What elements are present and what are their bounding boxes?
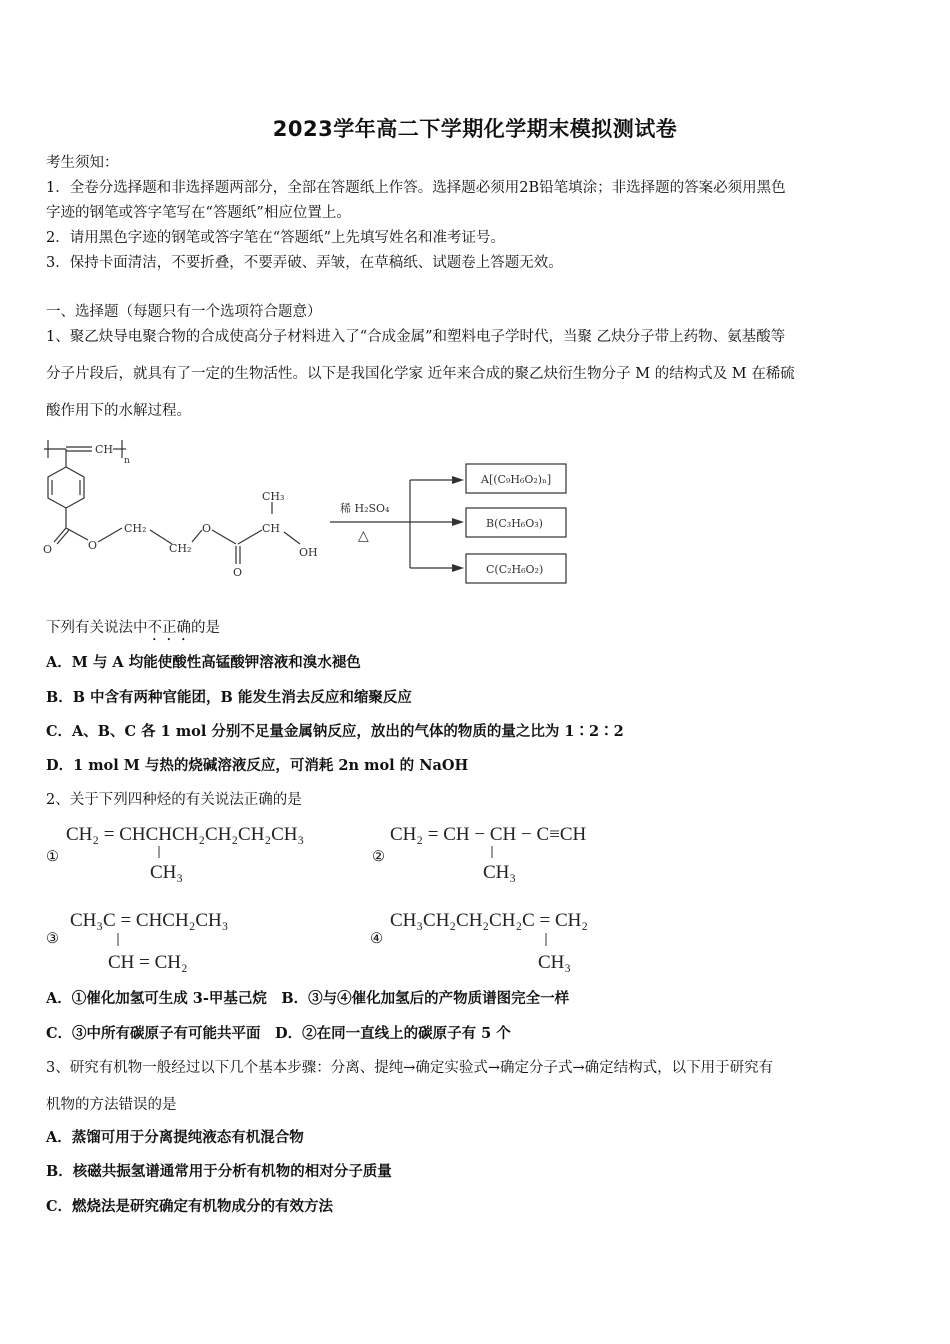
q1-option-c: C．A、B、C 各 1 mol 分别不足量金属钠反应，放出的气体的物质的量之比为 1∶2∶2	[46, 723, 624, 740]
page-title: 2023学年高二下学期化学期末模拟测试卷	[272, 117, 678, 141]
q2-label-2: ②	[372, 849, 385, 865]
q2-structure-4	[386, 902, 636, 978]
notice-item-1-cont: 字迹的钢笔或答字笔写在“答题纸”相应位置上。	[46, 205, 351, 221]
section-heading: 一、选择题（每题只有一个选项符合题意）	[46, 304, 322, 320]
q2-s3-main: CH₃C = CHCH₂CH₃	[70, 910, 229, 931]
fig-ch2-b: CH₂	[169, 542, 192, 555]
q2-s4-main: CH₃CH₂CH₂CH₂C = CH₂	[390, 910, 588, 931]
fig-chain-ch: CH	[95, 443, 114, 456]
q1-reaction-figure	[40, 432, 600, 592]
q1-prompt	[46, 618, 220, 644]
fig-subscript-n: n	[124, 456, 130, 466]
q3-option-a: A．蒸馏可用于分离提纯液态有机混合物	[46, 1129, 304, 1146]
q1-prompt-before: 下列有关说法中	[46, 620, 148, 636]
q2-s1-main: CH₂ = CHCHCH₂CH₂CH₂CH₃	[66, 824, 305, 845]
fig-oh: OH	[299, 546, 318, 559]
q1-option-b: B．B 中含有两种官能团，B 能发生消去反应和缩聚反应	[46, 689, 412, 706]
fig-product-a: A[(C₉H₆O₂)ₙ]	[481, 473, 552, 486]
fig-o1: O	[43, 543, 53, 556]
fig-product-c: C(C₂H₆O₂)	[486, 563, 544, 576]
fig-methyl: CH₃	[262, 490, 285, 503]
q2-structure-2	[386, 818, 626, 884]
q3-stem-line-1: 3、研究有机物一般经过以下几个基本步骤：分离、提纯→确定实验式→确定分子式→确定结构式，以下用于研究有	[46, 1060, 774, 1076]
q2-s2-main: CH₂ = CH − CH − C≡CH	[390, 824, 587, 845]
q3-option-c: C．燃烧法是研究确定有机物成分的有效方法	[46, 1198, 334, 1215]
q2-s1-branch: CH₃	[150, 862, 184, 883]
q2-s3-branch: CH = CH₂	[108, 952, 188, 973]
q2-structure-1	[62, 818, 332, 884]
q3-stem-line-2: 机物的方法错误的是	[46, 1097, 177, 1113]
fig-reagent: 稀 H₂SO₄	[340, 502, 390, 515]
q2-stem: 2、关于下列四种烃的有关说法正确的是	[46, 792, 302, 808]
q2-label-1: ①	[46, 849, 59, 865]
q1-option-a: A．M 与 A 均能使酸性高锰酸钾溶液和溴水褪色	[46, 654, 361, 671]
notice-item-3: 3．保持卡面清洁，不要折叠，不要弄破、弄皱，在草稿纸、试题卷上答题无效。	[46, 255, 563, 271]
notice-item-2: 2．请用黑色字迹的钢笔或答字笔在“答题纸”上先填写姓名和准考证号。	[46, 230, 506, 246]
fig-ch: CH	[262, 522, 281, 535]
q1-stem-line-2: 分子片段后，就具有了一定的生物活性。以下是我国化学家 近年来合成的聚乙炔衍生物分子 M 的结构式及 M 在稀硫	[46, 366, 795, 382]
notice-heading: 考生须知：	[46, 155, 119, 171]
q3-option-b: B．核磁共振氢谱通常用于分析有机物的相对分子质量	[46, 1163, 392, 1180]
q1-stem-line-3: 酸作用下的水解过程。	[46, 403, 191, 419]
q2-structure-3	[66, 902, 306, 978]
q2-options-cd: C．③中所有碳原子有可能共平面 D．②在同一直线上的碳原子有 5 个	[46, 1025, 511, 1042]
q1-stem-line-1: 1、聚乙炔导电聚合物的合成使高分子材料进入了“合成金属”和塑料电子学时代，当聚 乙炔分子带上药物、氨基酸等	[46, 329, 786, 345]
fig-o2: O	[88, 539, 98, 552]
q1-prompt-after: 的是	[191, 620, 220, 636]
q1-prompt-emphasis: 不正确	[147, 620, 191, 636]
fig-o4: O	[233, 566, 243, 579]
fig-product-b: B(C₃H₆O₃)	[486, 517, 543, 530]
q1-option-d: D．1 mol M 与热的烧碱溶液反应，可消耗 2n mol 的 NaOH	[46, 757, 469, 774]
fig-o3: O	[202, 522, 212, 535]
q2-s4-branch: CH₃	[538, 952, 572, 973]
fig-heat: △	[358, 528, 369, 544]
q2-label-3: ③	[46, 931, 59, 947]
q2-label-4: ④	[370, 931, 383, 947]
q2-options-ab: A．①催化加氢可生成 3-甲基己烷 B．③与④催化加氢后的产物质谱图完全一样	[46, 990, 570, 1007]
fig-ch2-a: CH₂	[124, 522, 147, 535]
q2-s2-branch: CH₃	[483, 862, 517, 883]
notice-item-1: 1．全卷分选择题和非选择题两部分，全部在答题纸上作答。选择题必须用2B铅笔填涂；非选择题的答案必须用黑色	[46, 180, 786, 196]
